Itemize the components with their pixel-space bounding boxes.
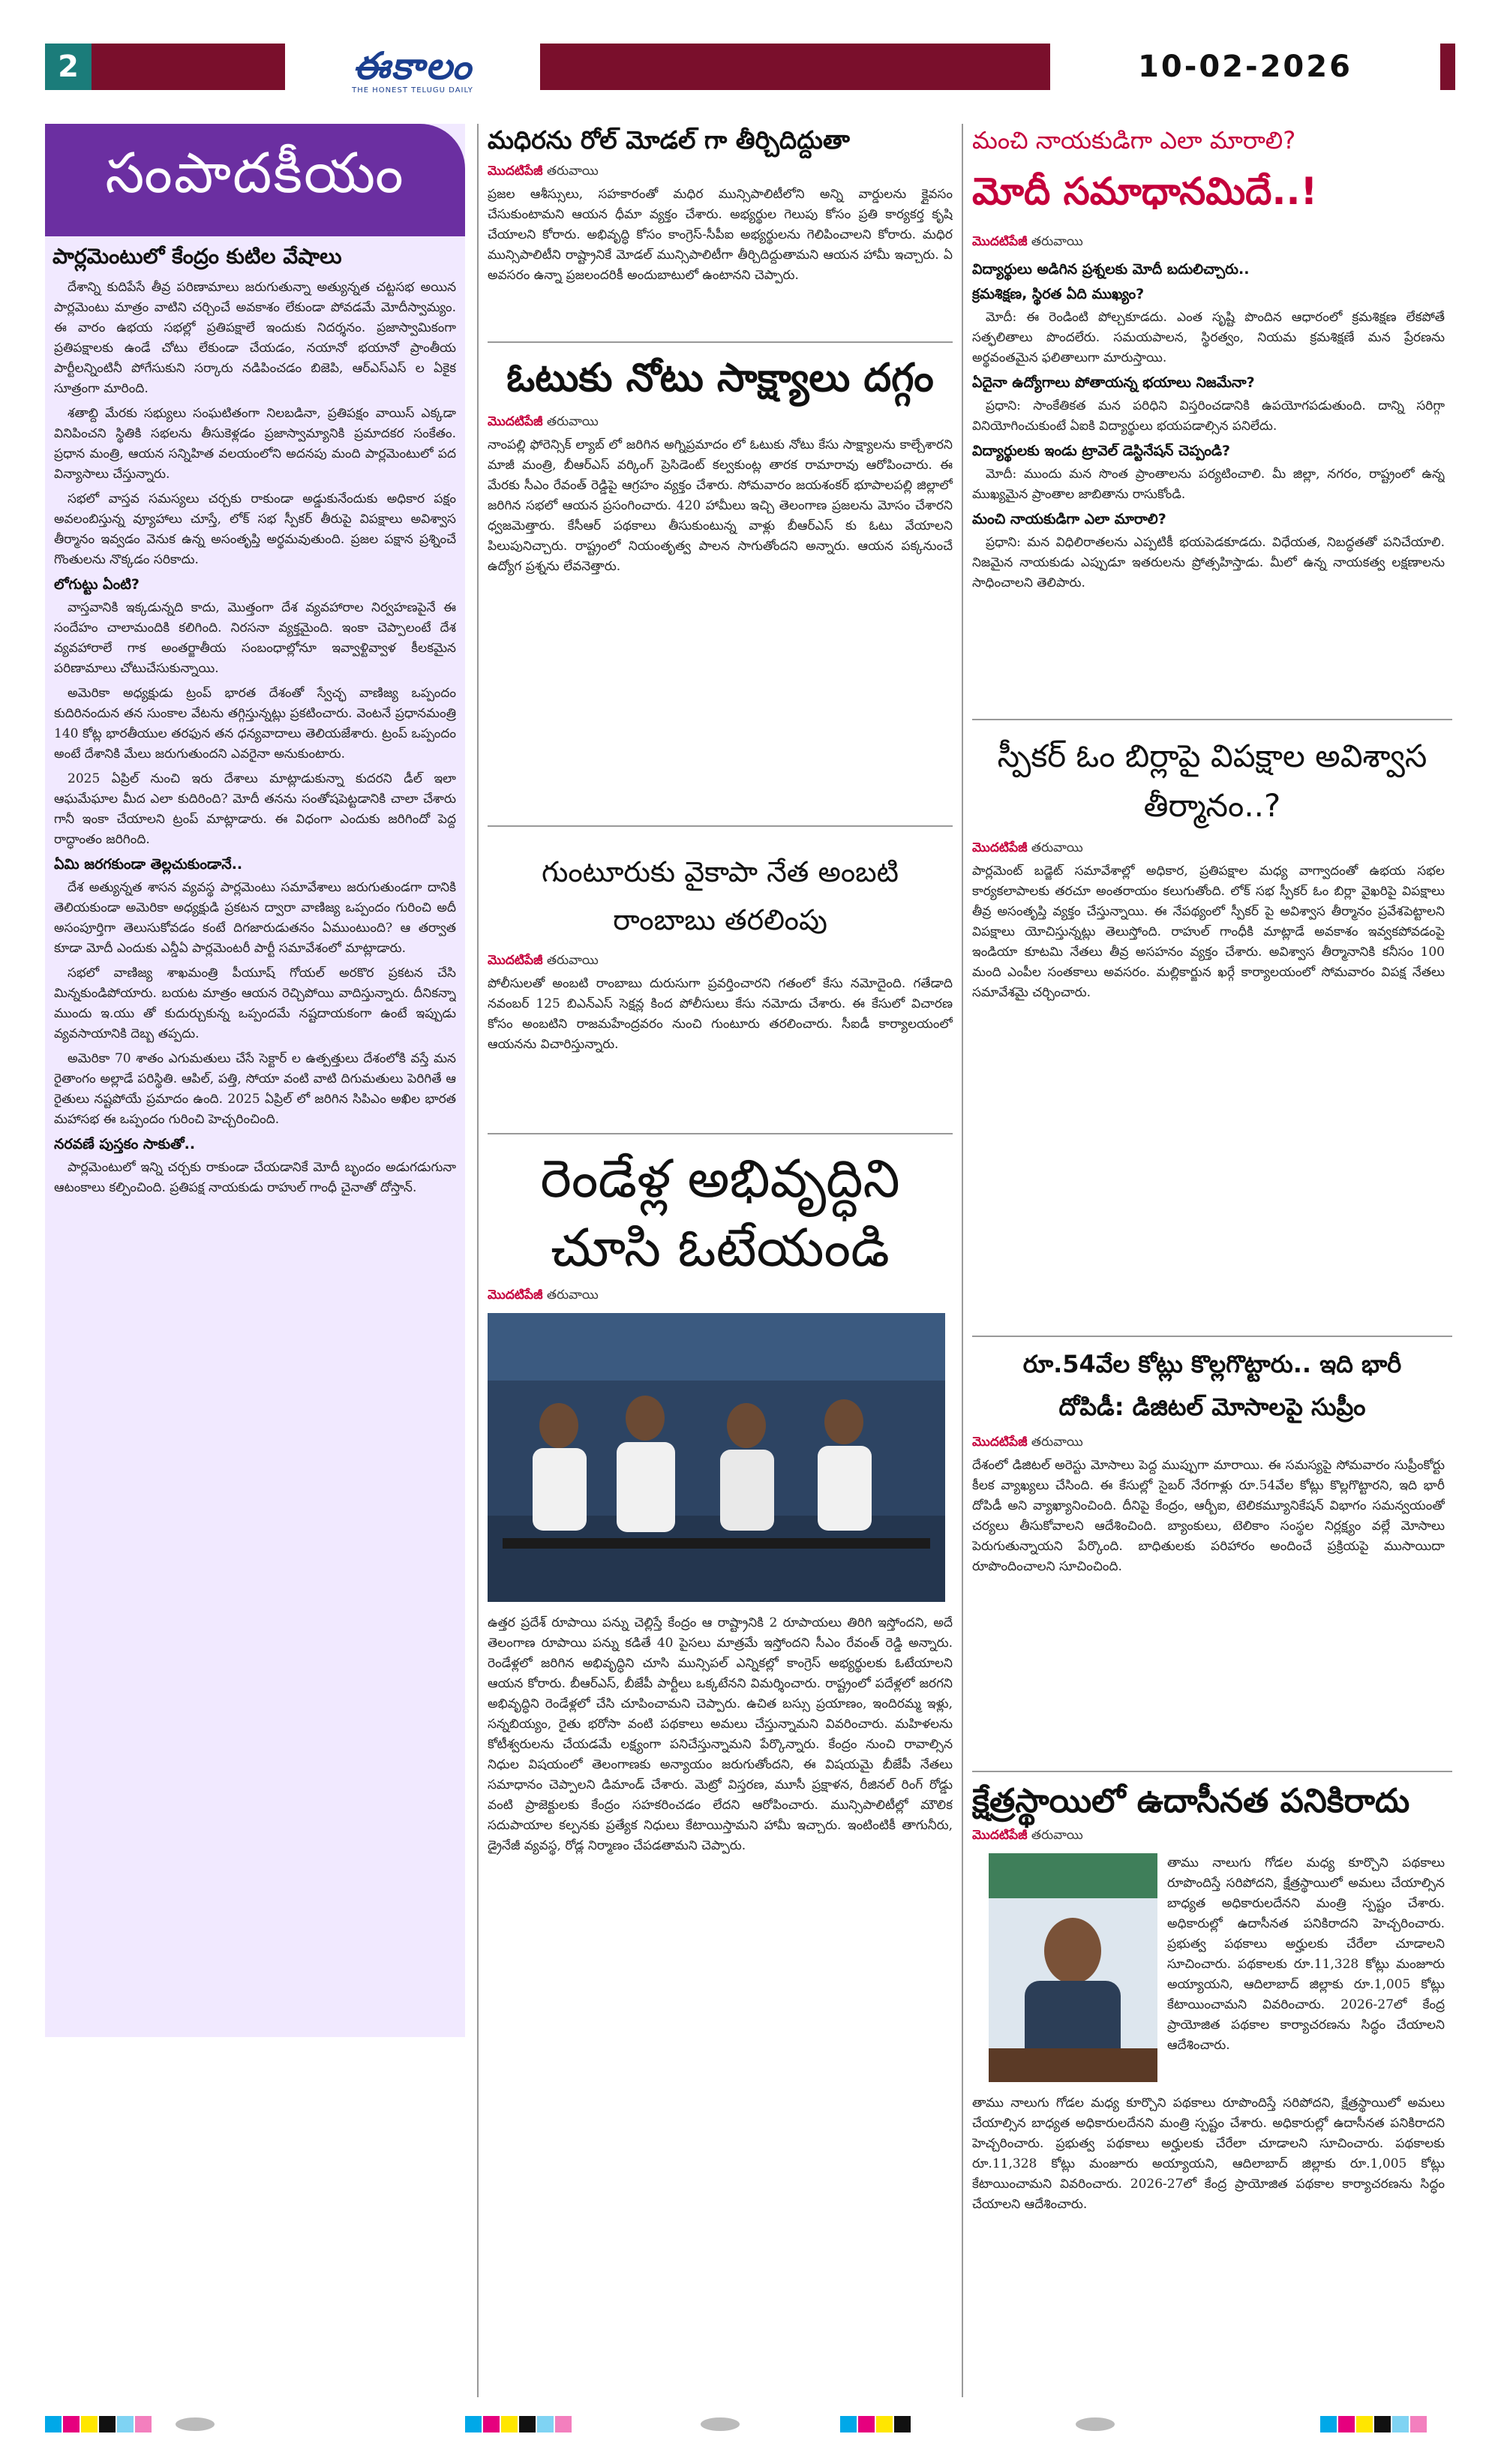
byline-continued: తరువాయి (546, 1288, 599, 1303)
qa-answer: ప్రధాని: సాంకేతికత మన పరిధిని విస్తరించడానికి ఉపయోగపడుతుంది. దాన్ని సరిగ్గా వినియోగించుకుంటే ఏఐకి విద్యార్థులు భయపడాల్సిన పనిలేదు. (972, 398, 1445, 434)
press-meet-photo (488, 1313, 945, 1602)
headline-modi-answer[interactable]: మోదీ సమాధానమిదే..! (972, 170, 1318, 213)
qa-answer: ప్రధాని: మన విధిలిరాతలను ఎప్పటికీ భయపెడకూడదు. విధేయత, నిబద్ధతతో పనిచేయాలి. నిజమైన నాయకుడు ఎప్పుడూ ఇతరులను ప్రోత్సహిస్తాడు. మీలో ఉన్న నాయకత్వ లక్షణాలను సాధించాలని తెలిపారు. (972, 535, 1445, 590)
article-divider (488, 341, 953, 343)
article-body: దేశంలో డిజిటల్ అరెస్టు మోసాలు పెద్ద ముప్పుగా మారాయి. ఈ సమస్యపై సోమవారం సుప్రీంకోర్టు కీలక వ్యాఖ్యలు చేసింది. ఈ కేసుల్లో సైబర్ నేరగాళ్లు రూ.54వేల కోట్లు కొల్లగొట్టారని, ఇది భారీ దోపిడీ అని వ్యాఖ్యానించింది. దీనిపై కేంద్రం, ఆర్బీఐ, టెలికమ్యూనికేషన్ విభాగం సమన్వయంతో చర్యలు తీసుకోవాలని ఆదేశించింది. బ్యాంకులు, టెలికాం సంస్థల నిర్లక్ష్యం వల్లే మోసాలు పెరుగుతున్నాయని పేర్కొంది. బాధితులకు పరిహారం అందించే ప్రక్రియపై ముసాయిదా రూపొందించాలని సూచించింది. (972, 1458, 1445, 1574)
issue-date: 10-02-2026 (1050, 44, 1440, 90)
editorial-title: పార్లమెంటులో కేంద్రం కుటిల వేషాలు (53, 244, 342, 269)
qa-answer: మోదీ: ముందు మన సొంత ప్రాంతాలను పర్యటించాలి. మీ జిల్లా, నగరం, రాష్ట్రంలో ఉన్న ముఖ్యమైన ప్రాంతాల జాబితాను రాసుకోండి. (972, 467, 1445, 502)
byline-continued: తరువాయి (1031, 840, 1083, 855)
byline-source: మొదటిపేజీ (972, 1435, 1028, 1450)
article-body (972, 255, 1445, 713)
editorial-subheading: నరవణే పుస్తకం సాకుతో.. (54, 1136, 196, 1152)
masthead-logo[interactable] (285, 39, 540, 102)
byline (972, 840, 1083, 858)
byline-source: మొదటిపేజీ (972, 1828, 1028, 1843)
article-divider (972, 1771, 1452, 1772)
article-body: పార్లమెంట్ బడ్జెట్ సమావేశాల్లో అధికార, ప్రతిపక్షాల మధ్య వాగ్వాదంతో ఉభయ సభల కార్యకలాపాలకు తరచూ అంతరాయం కలుగుతోంది. లోక్ సభ స్పీకర్ ఓం బిర్లా వైఖరిపై విపక్షాలు తీవ్ర అసంతృప్తి వ్యక్తం చేస్తున్నాయి. ఈ నేపథ్యంలో స్పీకర్ పై అవిశ్వాస తీర్మానం ప్రవేశపెట్టాలని విపక్షాలు యోచిస్తున్నట్లు తెలుస్తోంది. రాహుల్ గాంధీకి మాట్లాడే అవకాశం ఇవ్వకపోవడంపై ఇండియా కూటమి నేతలు తీవ్ర అసహనం వ్యక్తం చేశారు. అవిశ్వాస తీర్మానానికి కనీసం 100 మంది ఎంపీల సంతకాలు అవసరం. మల్లికార్జున ఖర్గే కార్యాలయంలో సోమవారం విపక్ష నేతలు సమావేశమై చర్చించారు. (972, 864, 1445, 1000)
editorial-paragraph: సభలో వాస్తవ సమస్యలు చర్చకు రాకుండా అడ్డుకునేందుకు అధికార పక్షం అవలంబిస్తున్న వ్యూహాలు చూస్తే, లోక్ సభ స్పీకర్ తీరుపై విపక్షాలు అవిశ్వాస తీర్మానం ఇవ్వడం వెనుక ఉన్న అసంతృప్తి అర్థమవుతుంది. ప్రజల పక్షాన ప్రశ్నించే గొంతులను నొక్కడం సరికాదు. (54, 491, 456, 567)
editorial-body (54, 278, 456, 2033)
byline-continued: తరువాయి (1031, 1435, 1083, 1450)
byline-continued: తరువాయి (546, 414, 599, 429)
qa-question: విద్యార్థులకు ఇండు ట్రావెల్ డెస్టినేషన్ చెప్పండి? (972, 443, 1231, 459)
editorial-paragraph: వాస్తవానికి ఇక్కడున్నది కాదు, మొత్తంగా దేశ వ్యవహారాల నిర్వహణపైనే ఈ సందేహం చాలామందికి కలిగింది. నిరసనా వ్యక్తమైంది. ఇంకా చెప్పాలంటే దేశ వ్యవహారాలే గాక అంతర్జాతీయ సంబంధాల్లోనూ ఇవ్వాళ్టివ్వాళ కీలకమైన పరిణామాలు చోటుచేసుకున్నాయి. (54, 600, 456, 676)
headline-ambati[interactable]: గుంటూరుకు వైకాపా నేత అంబటి రాంబాబు తరలింపు (542, 855, 899, 936)
byline-continued: తరువాయి (1031, 234, 1083, 249)
article-divider (488, 1133, 953, 1134)
byline-source: మొదటిపేజీ (488, 164, 543, 179)
article-body-continued: తాము నాలుగు గోడల మధ్య కూర్చొని పథకాలు రూపొందిస్తే సరిపోదని, క్షేత్రస్థాయిలో అమలు చేయాల్సిన బాధ్యత అధికారులదేనని మంత్రి స్పష్టం చేశారు. అధికారుల్లో ఉదాసీనత పనికిరాదని హెచ్చరించారు. ప్రభుత్వ పథకాలు అర్హులకు చేరేలా చూడాలని సూచించారు. పథకాలకు రూ.11,328 కోట్లు మంజూరు అయ్యాయని, ఆదిలాబాద్ జిల్లాకు రూ.1,005 కోట్లు కేటాయించామని వివరించారు. 2026-27లో కేంద్ర ప్రాయోజిత పథకాల కార్యాచరణను సిద్ధం చేయాలని ఆదేశించారు. (972, 2096, 1445, 2212)
byline (972, 234, 1083, 252)
headline-kicker[interactable]: మంచి నాయకుడిగా ఎలా మారాలి? (972, 126, 1296, 155)
editorial-paragraph: దేశ అత్యున్నత శాసన వ్యవస్థ పార్లమెంటు సమావేశాలు జరుగుతుండగా దానికి తెలియకుండా అమెరికా అధ్యక్షుడి ప్రకటన ద్వారా వాణిజ్య ఒప్పందం గురించి అదీ అసంపూర్తిగా తెలుసుకోవడం కంటే దిగజారుడుతనం ఏముంటుంది? ఆ తర్వాత కూడా మోదీ ఎందుకు ఎన్డీఏ పార్లమెంటరీ పార్టీ సమావేశంలో మాట్లాడారు. (54, 880, 456, 956)
editorial-paragraph: అమెరికా అధ్యక్షుడు ట్రంప్ భారత దేశంతో స్వేచ్ఛ వాణిజ్య ఒప్పందం కుదిరినందున తన సుంకాల వేటను తగ్గిస్తున్నట్లు ప్రకటించారు. వెంటనే ప్రధానమంత్రి 140 కోట్ల భారతీయుల తరఫున తన ధన్యవాదాలు తెలియజేశారు. ట్రంప్ ఒప్పందం అంటే దేశానికి మేలు జరుగుతుందని ఎవరైనా అనుకుంటారు. (54, 686, 456, 762)
article-body: ఉత్తర ప్రదేశ్ రూపాయి పన్ను చెల్లిస్తే కేంద్రం ఆ రాష్ట్రానికి 2 రూపాయలు తిరిగి ఇస్తోందని, అదే తెలంగాణ రూపాయి పన్ను కడితే 40 పైసలు మాత్రమే ఇస్తోందని సీఎం రేవంత్ రెడ్డి అన్నారు. రెండేళ్లలో జరిగిన అభివృద్ధిని చూసి మున్సిపల్ ఎన్నికల్లో కాంగ్రెస్ అభ్యర్థులకు ఓటేయాలని ఆయన కోరారు. బీఆర్ఎస్, బీజేపీ పార్టీలు ఒక్కటేనని విమర్శించారు. రాష్ట్రంలో పదేళ్లలో జరగని అభివృద్ధిని రెండేళ్లలో చేసి చూపించామని చెప్పారు. ఉచిత బస్సు ప్రయాణం, ఇందిరమ్మ ఇళ్లు, సన్నబియ్యం, రైతు భరోసా వంటి పథకాలు అమలు చేస్తున్నామని వివరించారు. మహిళలను కోటీశ్వరులను చేయడమే లక్ష్యంగా పనిచేస్తున్నామని పేర్కొన్నారు. కేంద్రం నుంచి రావాల్సిన నిధుల విషయంలో తెలంగాణకు అన్యాయం జరుగుతోందని, ఈ విషయమై బీజేపీ నేతలు సమాధానం చెప్పాలని డిమాండ్ చేశారు. మెట్రో విస్తరణ, మూసీ ప్రక్షాళన, రీజినల్ రింగ్ రోడ్డు వంటి ప్రాజెక్టులకు కేంద్రం సహకరించడం లేదని ఆరోపించారు. మున్సిపాలిటీల్లో మౌలిక సదుపాయాల కల్పనకు ప్రత్యేక నిధులు కేటాయిస్తామని హామీ ఇచ్చారు. ఇంటింటికీ తాగునీరు, డ్రైనేజీ వ్యవస్థ, రోడ్ల నిర్మాణం చేపడతామని చెప్పారు. (488, 1615, 953, 1853)
article-body: ప్రజల ఆశీస్సులు, సహకారంతో మధిర మున్సిపాలిటీలోని అన్ని వార్డులను క్లైవసం చేసుకుంటామని ఆయన ధీమా వ్యక్తం చేశారు. అభ్యర్థుల గెలుపు కోసం ప్రతి కార్యకర్త కృషి చేయాలని కోరారు. అభివృద్ధి కోసం కాంగ్రెస్-సీపీఐ అభ్యర్థులను గెలిపించాలని కోరారు. మధిర మున్సిపాలిటీని రాష్ట్రానికే మోడల్ మున్సిపాలిటీగా తీర్చిదిద్దుతామని ఆయన హామీ ఇచ్చారు. ఏ అవసరం ఉన్నా ప్రజలందరికీ అందుబాటులో ఉంటానని చెప్పారు. (488, 187, 953, 283)
qa-answer: మోదీ: ఈ రెండింటి పోల్చకూడదు. ఎంత సృష్టి పొందిన ఆధారంలో క్రమశిక్షణ లేకపోతే సత్ఫలితాలు పొందలేరు. సమయపాలన, స్థిరత్వం, నియమ క్రమశిక్షణే మన ప్రేరణను అర్థవంతమైన ఫలితాలుగా మారుస్తాయి. (972, 310, 1445, 365)
logo-tagline: THE HONEST TELUGU DAILY (352, 86, 473, 95)
headline-digital-fraud-1[interactable]: రూ.54వేల కోట్లు కొల్లగొట్టారు.. ఇది భారీ (1022, 1350, 1402, 1378)
article-body: పోలీసులతో అంబటి రాంబాబు దురుసుగా ప్రవర్తించారని గతంలో కేసు నమోదైంది. గతేడాది నవంబర్ 125 బిఎన్ఎస్ సెక్షన్ల కింద పోలీసులు కేసు నమోదు చేశారు. ఈ కేసులో విచారణ కోసం అంబటిని రాజమహేంద్రవరం నుంచి గుంటూరు తరలించారు. సీఐడీ కార్యాలయంలో ఆయనను విచారిస్తున్నారు. (488, 976, 953, 1052)
byline (488, 1288, 599, 1306)
article-divider (972, 1336, 1452, 1337)
byline-continued: తరువాయి (546, 953, 599, 968)
qa-question: మంచి నాయకుడిగా ఎలా మారాలి? (972, 511, 1166, 527)
editorial-subheading: లోగుట్టు ఏంటి? (54, 576, 140, 593)
editorial-subheading: ఏమి జరగకుండా తెల్లచుకుండానే.. (54, 856, 243, 873)
byline (488, 164, 599, 182)
headline-vote-for-note[interactable]: ఓటుకు నోటు సాక్ష్యాలు దగ్గం (506, 356, 934, 401)
editorial-paragraph: సభలో వాణిజ్య శాఖమంత్రి పీయూష్ గోయల్ అరకొర ప్రకటన చేసి మిన్నకుండిపోయారు. బయట మాత్రం ఆయన రెచ్చిపోయి వాదిస్తున్నారు. దీనికన్నా ముందు ఇ.యు తో కుదుర్చుకున్న ఒప్పందమే నష్టదాయకంగా ఉంటే ఇప్పుడు వ్యవసాయానికి దెబ్బ తప్పదు. (54, 966, 456, 1041)
headline-field-level[interactable]: క్షేత్రస్థాయిలో ఉదాసీనత పనికిరాదు (972, 1782, 1410, 1820)
color-registration-strip (45, 2416, 1455, 2432)
headline-digital-fraud-2[interactable]: దోపిడీ: డిజిటల్ మోసాలపై సుప్రీం (1058, 1393, 1366, 1421)
editorial-paragraph: పార్లమెంటులో ఇన్ని చర్చకు రాకుండా చేయడానికే మోదీ బృందం అడుగడుగునా ఆటంకాలు కల్పించింది. ప్రతిపక్ష నాయకుడు రాహుల్ గాంధీ చైనాతో దోస్తాన్. (54, 1160, 456, 1195)
byline-source: మొదటిపేజీ (488, 953, 543, 968)
headline-development[interactable]: రెండేళ్ల అభివృద్ధిని చూసి ఓటేయండి (540, 1148, 900, 1279)
byline (488, 414, 599, 432)
qa-intro: విద్యార్థులు అడిగిన ప్రశ్నలకు మోదీ బదులిచ్చారు.. (972, 261, 1250, 278)
qa-question: ఏదైనా ఉద్యోగాలు పోతాయన్న భయాలు నిజమేనా? (972, 374, 1255, 391)
byline-source: మొదటిపేజీ (972, 234, 1028, 249)
byline-source: మొదటిపేజీ (972, 840, 1028, 855)
page-number: 2 (45, 44, 92, 90)
byline (972, 1435, 1083, 1453)
byline (972, 1828, 1083, 1846)
article-divider (972, 719, 1452, 720)
headline-madhira[interactable]: మధిరను రోల్ మోడల్ గా తీర్చిదిద్దుతా (488, 125, 850, 155)
article-body: నాంపల్లి ఫోరెన్సిక్ ల్యాబ్ లో జరిగిన అగ్నిప్రమాదం లో ఓటుకు నోటు కేసు సాక్ష్యాలను కాల్చేశారని మాజీ మంత్రి, బీఆర్ఎస్ వర్కింగ్ ప్రెసిడెంట్ కల్వకుంట్ల తారక రామారావు ఆరోపించారు. ఈ మేరకు సీఎం రేవంత్ రెడ్డిపై ఆగ్రహం వ్యక్తం చేశారు. సోమవారం జయశంకర్ భూపాలపల్లి జిల్లాలో జరిగిన సభలో ఆయన ప్రసంగించారు. 420 హామీలు ఇచ్చి తెలంగాణ ప్రజలను మోసం చేశారని ధ్వజమెత్తారు. కేసీఆర్ పథకాలు తీసుకుంటున్న వాళ్లు బీఆర్ఎస్ కు ఓటు వేయాలని పిలుపునిచ్చారు. రాష్ట్రంలో నియంతృత్వ పాలన సాగుతోందని అన్నారు. ఆయన పక్కనుంచే ఉద్యోగ ప్రశ్నను లేవనెత్తారు. (488, 437, 953, 574)
byline-continued: తరువాయి (546, 164, 599, 179)
byline-continued: తరువాయి (1031, 1828, 1083, 1843)
minister-photo (989, 1853, 1157, 2082)
byline (488, 953, 599, 971)
editorial-paragraph: దేశాన్ని కుదిపేసే తీవ్ర పరిణామాలు జరుగుతున్నా అత్యున్నత చట్టసభ అయిన పార్లమెంటు మాత్రం వాటిని చర్చించే అవకాశం లేకుండా పోవడమే మోదీస్వామ్యం. ఈ వారం ఉభయ సభల్లో ప్రతిపక్షాలే ఇందుకు నిదర్శనం. ప్రజాస్వామికంగా ప్రతిపక్షాలకు ఉండే చోటు లేకుండా చేయడం, నయానో భయానో ప్రాంతీయ పార్టీలన్నింటినీ పోగేసుకుని సర్కారు నడిపించడం బిజెపి, ఆర్ఎస్ఎస్ ల ఏకైక సూత్రంగా మారింది. (54, 280, 456, 396)
logo-text: ఈకాలం (353, 44, 473, 88)
column-divider (477, 124, 479, 2397)
byline-source: మొదటిపేజీ (488, 414, 543, 429)
editorial-banner: సంపాదకీయం (45, 124, 465, 236)
headline-speaker[interactable]: స్పీకర్ ఓం బిర్లాపై విపక్షాల అవిశ్వాస తీర్మానం..? (997, 738, 1427, 824)
article-divider (488, 825, 953, 827)
editorial-paragraph: శతాబ్ది మేరకు సభ్యులు సంఘటితంగా నిలబడినా, ప్రతిపక్షం వాయిస్ ఎక్కడా వినిపించని స్థితికి సభలను తీసుకెళ్లడం ప్రజాస్వామ్యానికి ప్రమాదకర సంకేతం. ప్రధాన మంత్రి, ఆయన సన్నిహిత వలయంలోని అదనపు మంది పార్లమెంటులో పద విన్యాసాలు చేస్తున్నారు. (54, 406, 456, 482)
byline-source: మొదటిపేజీ (488, 1288, 543, 1303)
column-divider (962, 124, 963, 2397)
editorial-paragraph: 2025 ఏప్రిల్ నుంచి ఇరు దేశాలు మాట్లాడుకున్నా కుదరని డీల్ ఇలా ఆఘమేఘాల మీద ఎలా కుదిరింది? మోదీ తనను సంతోషపెట్టడానికి చాలా చేశారు గానీ ఇంకా చేయాలని ట్రంప్ మాట్లాడారు. ఈ విధంగా ఎందుకు జరిగిందో పెద్ద రాద్ధాంతం జరిగింది. (54, 771, 456, 847)
qa-question: క్రమశిక్షణ, స్థిరత ఏది ముఖ్యం? (972, 286, 1145, 302)
article-body: తాము నాలుగు గోడల మధ్య కూర్చొని పథకాలు రూపొందిస్తే సరిపోదని, క్షేత్రస్థాయిలో అమలు చేయాల్సిన బాధ్యత అధికారులదేనని మంత్రి స్పష్టం చేశారు. అధికారుల్లో ఉదాసీనత పనికిరాదని హెచ్చరించారు. ప్రభుత్వ పథకాలు అర్హులకు చేరేలా చూడాలని సూచించారు. పథకాలకు రూ.11,328 కోట్లు మంజూరు అయ్యాయని, ఆదిలాబాద్ జిల్లాకు రూ.1,005 కోట్లు కేటాయించామని వివరించారు. 2026-27లో కేంద్ర ప్రాయోజిత పథకాల కార్యాచరణను సిద్ధం చేయాలని ఆదేశించారు. (1167, 1856, 1445, 2053)
editorial-paragraph: అమెరికా 70 శాతం ఎగుమతులు చేసే సెక్టార్ ల ఉత్పత్తులు దేశంలోకి వస్తే మన రైతాంగం అల్లాడే పరిస్థితి. ఆపిల్, పత్తి, సోయా వంటి వాటి దిగుమతులు పెరిగితే ఆ రైతులు నష్టపోయే ప్రమాదం ఉంది. 2025 ఏప్రిల్ లో జరిగిన సిపిఎం అఖిల భారత మహాసభ ఈ ఒప్పందం గురించి హెచ్చరించింది. (54, 1051, 456, 1127)
